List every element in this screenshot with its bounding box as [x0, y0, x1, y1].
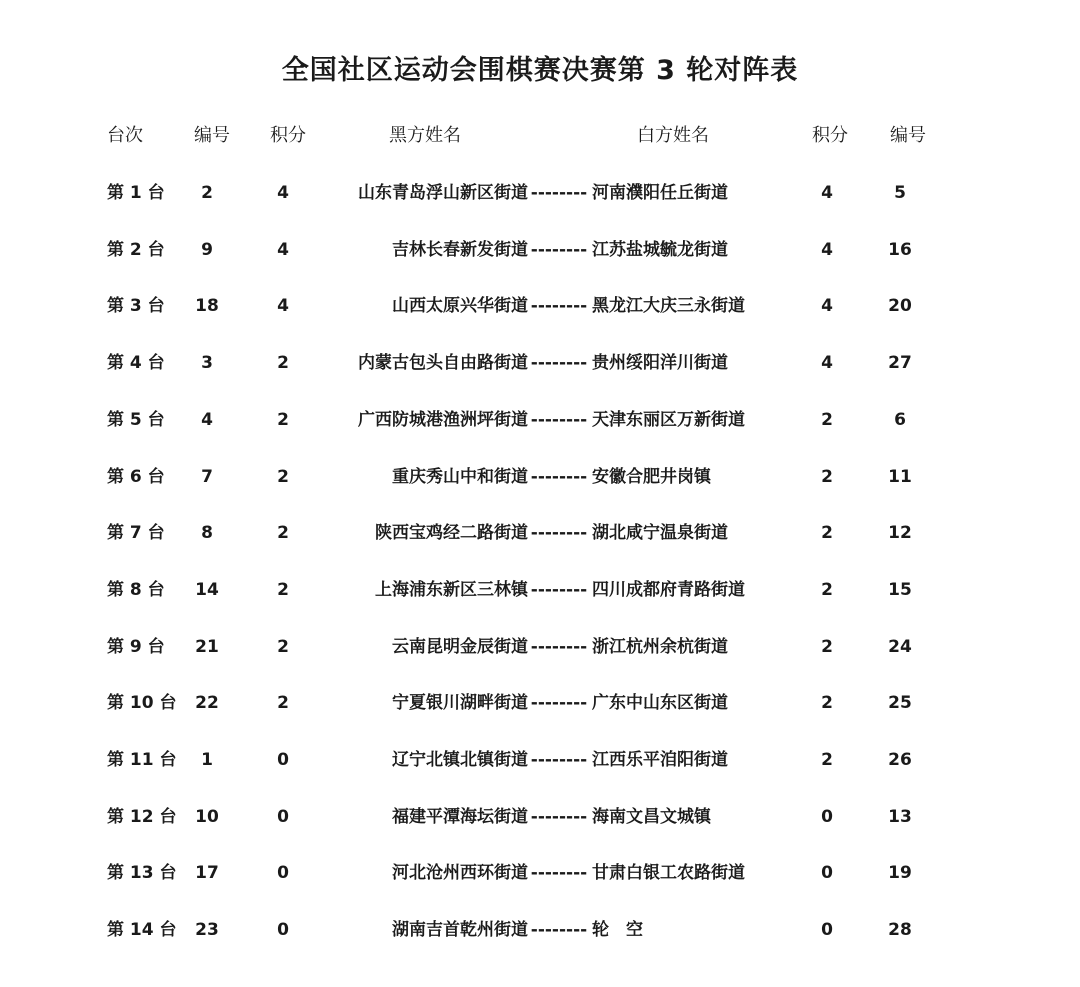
- row-white-name: 湖北咸宁温泉街道: [592, 523, 728, 543]
- row-white-score: 2: [821, 523, 833, 543]
- row-white-name: 贵州绥阳洋川街道: [592, 353, 728, 373]
- table-row: [0, 745, 1080, 775]
- row-black-name: 河北沧州西环街道: [392, 863, 528, 883]
- row-white-score: 2: [821, 467, 833, 487]
- row-white-number: 15: [888, 580, 912, 600]
- row-white-name: 天津东丽区万新街道: [592, 410, 745, 430]
- row-black-score: 2: [277, 523, 289, 543]
- row-separator: --------: [530, 750, 588, 770]
- row-black-number: 4: [201, 410, 213, 430]
- row-white-score: 2: [821, 410, 833, 430]
- row-black-score: 0: [277, 750, 289, 770]
- row-white-score: 0: [821, 920, 833, 940]
- table-row: [0, 688, 1080, 718]
- row-white-score: 2: [821, 637, 833, 657]
- row-separator: --------: [530, 580, 588, 600]
- row-table-number: 第 5 台: [107, 410, 165, 430]
- row-black-name: 吉林长春新发街道: [392, 240, 528, 260]
- row-black-number: 9: [201, 240, 213, 260]
- table-row: [0, 632, 1080, 662]
- row-table-number: 第 10 台: [107, 693, 177, 713]
- table-row: [0, 348, 1080, 378]
- header-table: 台次: [107, 125, 143, 146]
- row-white-score: 2: [821, 693, 833, 713]
- row-black-name: 宁夏银川湖畔街道: [392, 693, 528, 713]
- row-table-number: 第 14 台: [107, 920, 177, 940]
- row-black-score: 4: [277, 183, 289, 203]
- header-black-no: 编号: [194, 125, 230, 146]
- row-white-name: 黑龙江大庆三永街道: [592, 296, 745, 316]
- row-black-number: 3: [201, 353, 213, 373]
- row-black-name: 山东青岛浮山新区街道: [358, 183, 528, 203]
- table-row: [0, 858, 1080, 888]
- row-black-score: 4: [277, 296, 289, 316]
- row-white-number: 5: [894, 183, 906, 203]
- table-row: [0, 915, 1080, 945]
- row-white-score: 4: [821, 353, 833, 373]
- row-black-name: 内蒙古包头自由路街道: [358, 353, 528, 373]
- table-row: [0, 462, 1080, 492]
- row-white-score: 2: [821, 750, 833, 770]
- row-table-number: 第 12 台: [107, 807, 177, 827]
- row-white-number: 25: [888, 693, 912, 713]
- row-white-name: 四川成都府青路街道: [592, 580, 745, 600]
- row-white-name: 江苏盐城毓龙街道: [592, 240, 728, 260]
- row-white-name: 广东中山东区街道: [592, 693, 728, 713]
- row-white-number: 6: [894, 410, 906, 430]
- row-separator: --------: [530, 637, 588, 657]
- row-separator: --------: [530, 523, 588, 543]
- table-row: [0, 802, 1080, 832]
- row-white-name: 轮 空: [592, 920, 643, 940]
- row-black-number: 18: [195, 296, 219, 316]
- table-header: [0, 121, 1080, 151]
- row-white-name: 海南文昌文城镇: [592, 807, 711, 827]
- row-white-number: 11: [888, 467, 912, 487]
- row-table-number: 第 9 台: [107, 637, 165, 657]
- row-black-name: 山西太原兴华街道: [392, 296, 528, 316]
- row-black-number: 1: [201, 750, 213, 770]
- row-black-name: 湖南吉首乾州街道: [392, 920, 528, 940]
- row-white-score: 4: [821, 240, 833, 260]
- row-black-score: 4: [277, 240, 289, 260]
- row-white-score: 0: [821, 863, 833, 883]
- row-black-score: 2: [277, 580, 289, 600]
- row-table-number: 第 7 台: [107, 523, 165, 543]
- row-black-name: 重庆秀山中和街道: [392, 467, 528, 487]
- row-black-score: 0: [277, 920, 289, 940]
- row-black-number: 14: [195, 580, 219, 600]
- header-white-no: 编号: [890, 125, 926, 146]
- row-white-number: 24: [888, 637, 912, 657]
- row-separator: --------: [530, 693, 588, 713]
- row-white-score: 4: [821, 296, 833, 316]
- row-black-score: 2: [277, 467, 289, 487]
- row-white-score: 2: [821, 580, 833, 600]
- row-black-name: 上海浦东新区三林镇: [375, 580, 528, 600]
- row-table-number: 第 2 台: [107, 240, 165, 260]
- row-black-number: 23: [195, 920, 219, 940]
- row-black-score: 2: [277, 637, 289, 657]
- row-white-number: 28: [888, 920, 912, 940]
- row-table-number: 第 4 台: [107, 353, 165, 373]
- table-row: [0, 235, 1080, 265]
- row-white-number: 16: [888, 240, 912, 260]
- row-black-name: 福建平潭海坛街道: [392, 807, 528, 827]
- row-black-score: 2: [277, 410, 289, 430]
- row-black-score: 0: [277, 863, 289, 883]
- row-separator: --------: [530, 863, 588, 883]
- table-row: [0, 291, 1080, 321]
- page-title: 全国社区运动会围棋赛决赛第 3 轮对阵表: [281, 55, 799, 86]
- row-black-name: 陕西宝鸡经二路街道: [375, 523, 528, 543]
- table-row: [0, 575, 1080, 605]
- row-white-name: 浙江杭州余杭街道: [592, 637, 728, 657]
- row-table-number: 第 6 台: [107, 467, 165, 487]
- row-white-score: 4: [821, 183, 833, 203]
- row-white-number: 19: [888, 863, 912, 883]
- row-table-number: 第 8 台: [107, 580, 165, 600]
- row-white-name: 江西乐平洎阳街道: [592, 750, 728, 770]
- row-white-number: 20: [888, 296, 912, 316]
- row-white-name: 安徽合肥井岗镇: [592, 467, 711, 487]
- row-separator: --------: [530, 410, 588, 430]
- row-black-number: 2: [201, 183, 213, 203]
- row-white-number: 13: [888, 807, 912, 827]
- header-black-name: 黑方姓名: [389, 125, 461, 146]
- row-separator: --------: [530, 296, 588, 316]
- row-table-number: 第 1 台: [107, 183, 165, 203]
- row-separator: --------: [530, 353, 588, 373]
- table-row: [0, 178, 1080, 208]
- row-white-score: 0: [821, 807, 833, 827]
- row-black-number: 22: [195, 693, 219, 713]
- row-black-number: 21: [195, 637, 219, 657]
- row-table-number: 第 13 台: [107, 863, 177, 883]
- header-white-score: 积分: [812, 125, 848, 146]
- row-separator: --------: [530, 240, 588, 260]
- row-black-number: 17: [195, 863, 219, 883]
- row-black-score: 2: [277, 353, 289, 373]
- header-white-name: 白方姓名: [637, 125, 709, 146]
- row-black-score: 0: [277, 807, 289, 827]
- row-separator: --------: [530, 920, 588, 940]
- row-separator: --------: [530, 467, 588, 487]
- row-white-number: 12: [888, 523, 912, 543]
- row-table-number: 第 11 台: [107, 750, 177, 770]
- row-black-score: 2: [277, 693, 289, 713]
- row-white-number: 27: [888, 353, 912, 373]
- row-white-name: 甘肃白银工农路街道: [592, 863, 745, 883]
- row-black-name: 云南昆明金辰街道: [392, 637, 528, 657]
- row-separator: --------: [530, 183, 588, 203]
- row-black-name: 辽宁北镇北镇街道: [392, 750, 528, 770]
- header-black-score: 积分: [270, 125, 306, 146]
- row-white-number: 26: [888, 750, 912, 770]
- row-black-number: 7: [201, 467, 213, 487]
- table-row: [0, 405, 1080, 435]
- row-black-name: 广西防城港渔洲坪街道: [358, 410, 528, 430]
- row-black-number: 10: [195, 807, 219, 827]
- row-black-number: 8: [201, 523, 213, 543]
- row-separator: --------: [530, 807, 588, 827]
- row-table-number: 第 3 台: [107, 296, 165, 316]
- table-row: [0, 518, 1080, 548]
- row-white-name: 河南濮阳任丘街道: [592, 183, 728, 203]
